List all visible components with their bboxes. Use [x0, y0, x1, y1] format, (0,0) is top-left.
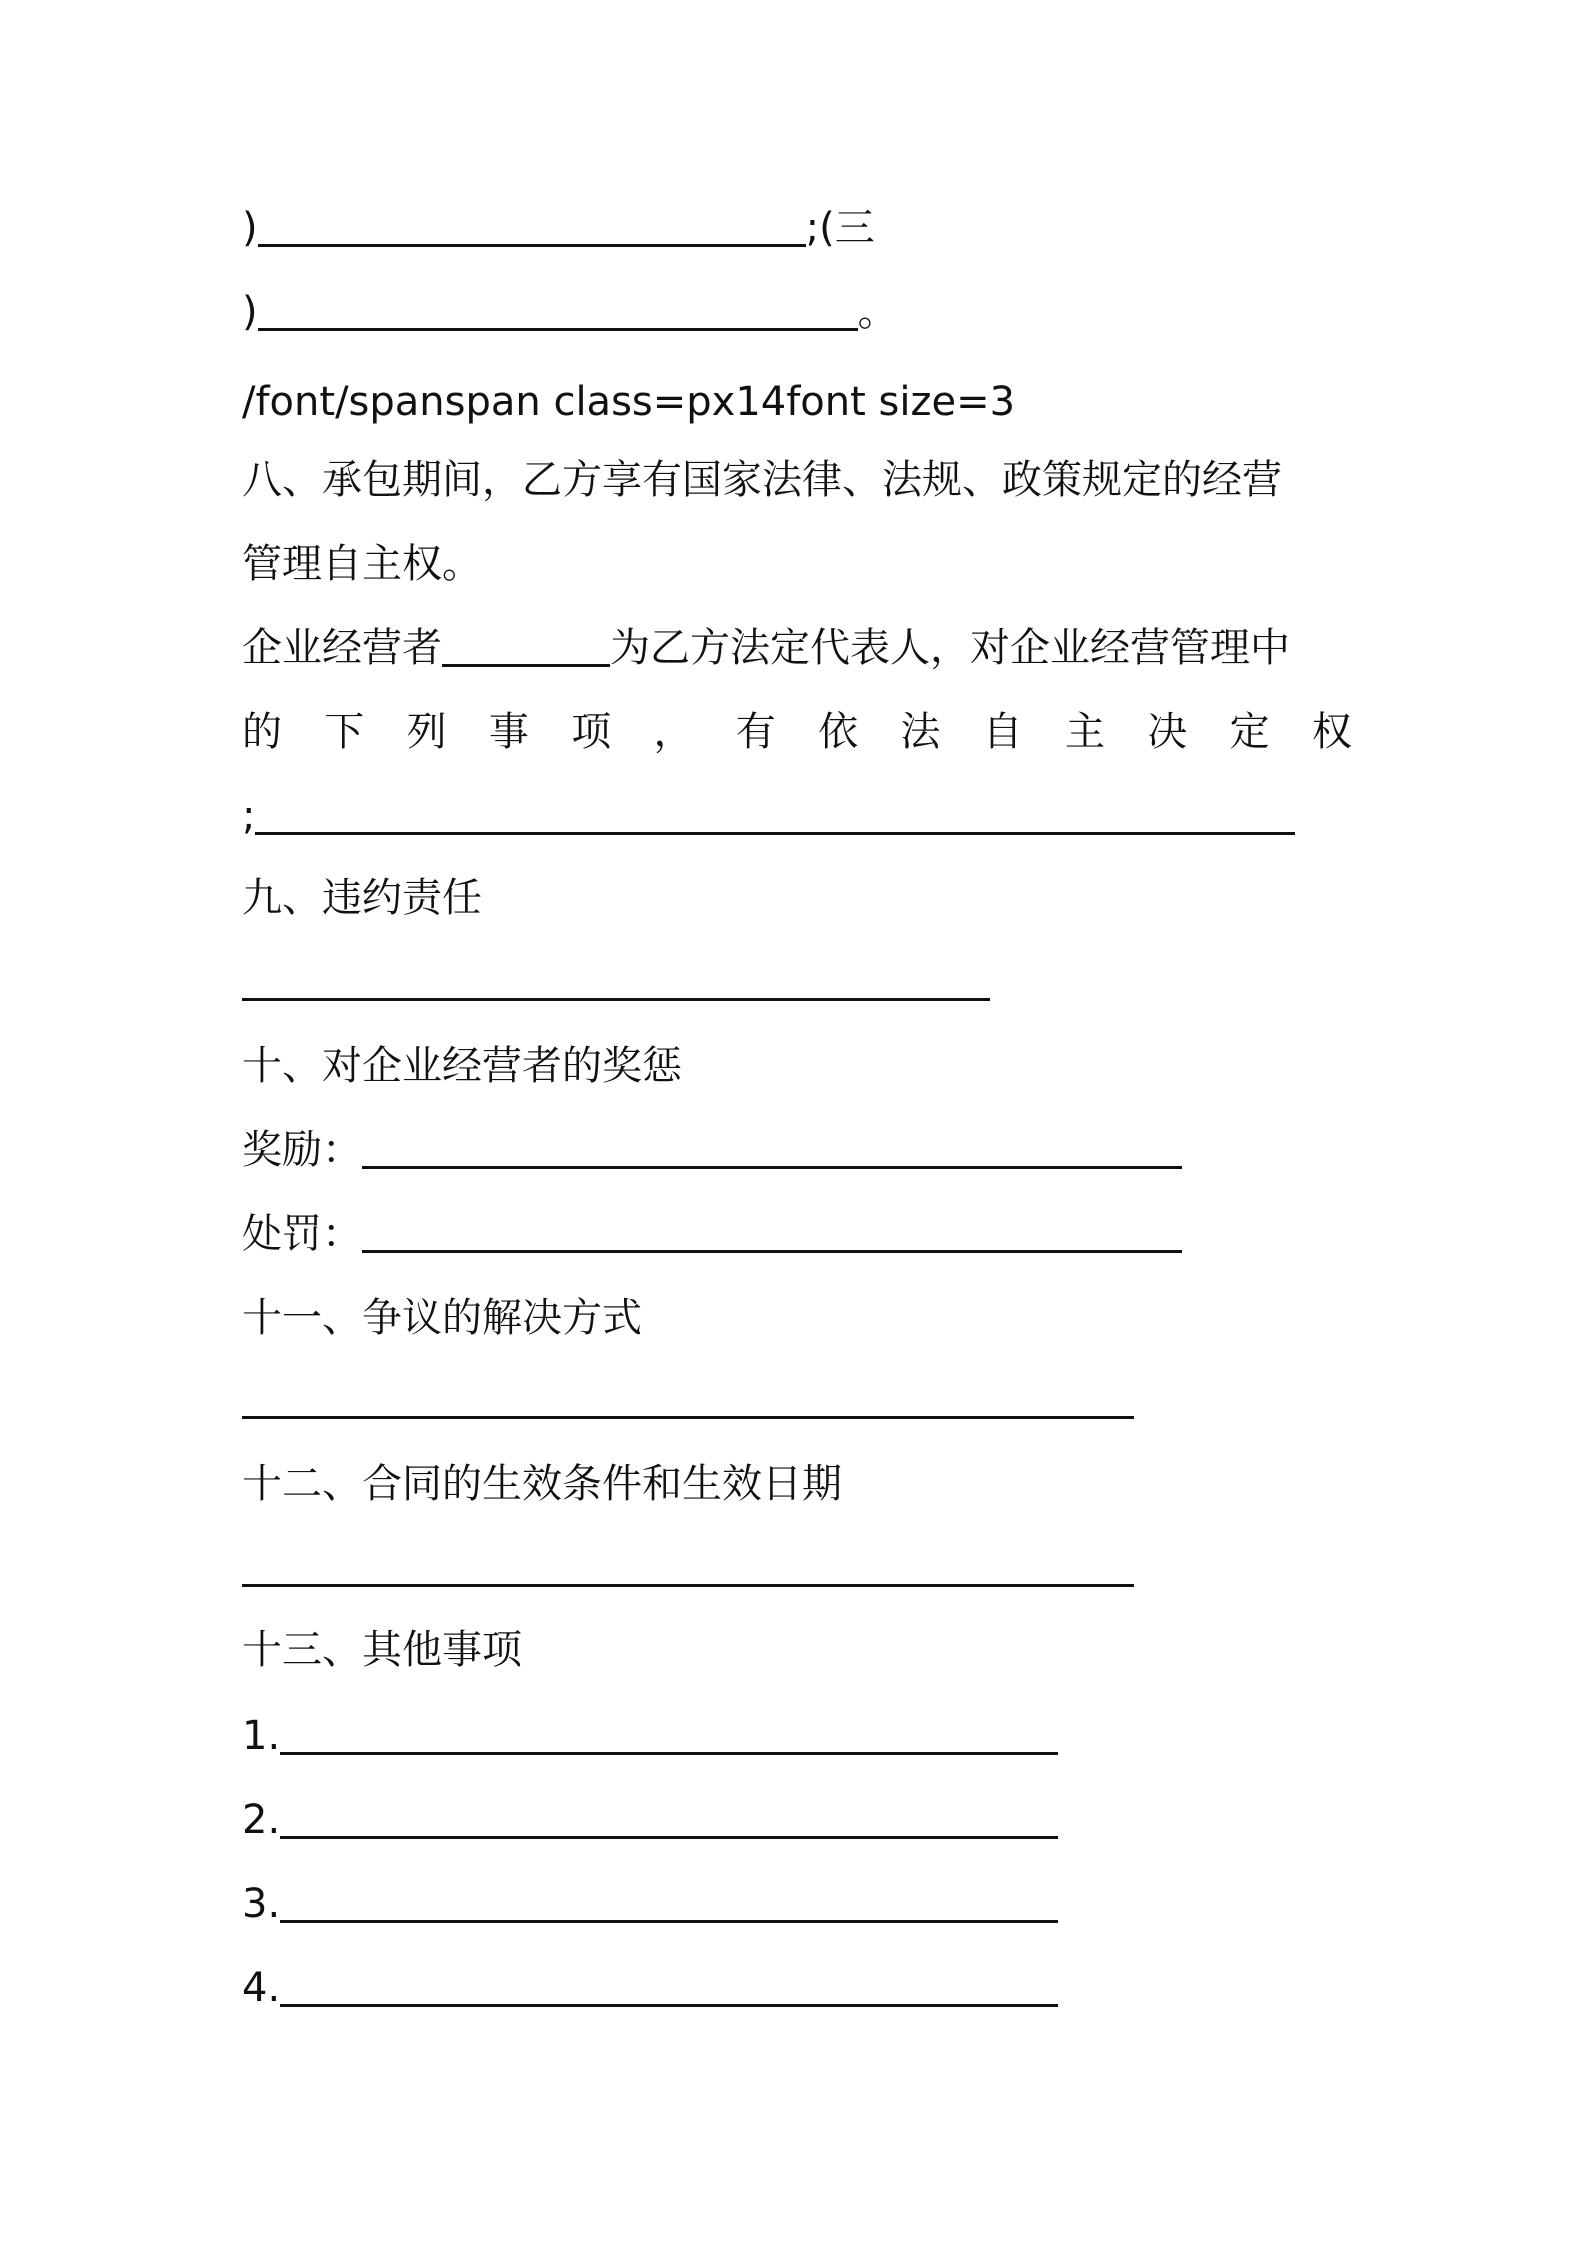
fill-in-blank: [362, 1126, 1182, 1169]
char: 项: [571, 709, 612, 755]
fill-in-blank: [242, 1544, 1134, 1587]
char: 决: [1147, 709, 1188, 755]
char: 下: [324, 709, 365, 755]
section-heading: 十、对企业经营者的奖惩: [242, 1043, 682, 1089]
char: ，: [653, 709, 694, 755]
char: 法: [900, 709, 941, 755]
section-heading: 十三、其他事项: [242, 1627, 522, 1673]
text-line: 管理自主权。: [242, 541, 482, 587]
char: 权: [1311, 709, 1352, 755]
text-line: /font/spanspan class=px14font size=3: [242, 379, 1016, 425]
char: 主: [1064, 709, 1105, 755]
line-text: ): [242, 289, 258, 335]
list-item: [242, 1960, 1058, 2016]
line-text: ): [242, 205, 258, 251]
fill-in-blank: [242, 958, 990, 1001]
char: 事: [488, 709, 529, 755]
line-text: ;(三: [805, 205, 875, 251]
justified-text-line: [242, 704, 1352, 760]
section-heading: 八、承包期间，乙方享有国家法律、法规、政策规定的经营: [242, 457, 1282, 503]
line-text: 奖励：: [242, 1127, 362, 1173]
text-line: [242, 1122, 1182, 1178]
fill-in-blank: [258, 288, 858, 331]
list-item: [242, 1876, 1058, 1932]
fill-in-blank: [258, 204, 806, 247]
text-line: [242, 1540, 1134, 1596]
list-item: [242, 1792, 1058, 1848]
text-line: [242, 1206, 1182, 1262]
item-number: 2.: [242, 1797, 281, 1843]
list-item: [242, 1708, 1058, 1764]
text-line: [242, 954, 990, 1010]
text-line: [242, 788, 1295, 844]
char: 列: [406, 709, 447, 755]
text-line: [242, 620, 1290, 676]
section-heading: 十一、争议的解决方式: [242, 1295, 642, 1341]
section-heading: 十二、合同的生效条件和生效日期: [242, 1461, 842, 1507]
char: 的: [242, 709, 282, 755]
char: 依: [818, 709, 859, 755]
char: 自: [982, 709, 1023, 755]
text-line: [242, 1372, 1134, 1428]
item-number: 3.: [242, 1881, 281, 1927]
fill-in-blank: [280, 1964, 1058, 2007]
fill-in-blank: [280, 1796, 1058, 1839]
char: 有: [735, 709, 776, 755]
fill-in-blank: [362, 1210, 1182, 1253]
line-text: ;: [242, 793, 256, 839]
fill-in-blank: [280, 1712, 1058, 1755]
line-text: 为乙方法定代表人，对企业经营管理中: [610, 625, 1290, 671]
line-text: 。: [857, 289, 898, 335]
text-line: [242, 200, 875, 256]
text-line: [242, 284, 898, 340]
fill-in-blank: [442, 624, 610, 667]
char: 定: [1229, 709, 1270, 755]
fill-in-blank: [242, 1376, 1134, 1419]
section-heading: 九、违约责任: [242, 875, 482, 921]
fill-in-blank: [255, 792, 1295, 835]
fill-in-blank: [280, 1880, 1058, 1923]
item-number: 1.: [242, 1713, 281, 1759]
line-text: 企业经营者: [242, 625, 442, 671]
line-text: 处罚：: [242, 1211, 362, 1257]
item-number: 4.: [242, 1965, 281, 2011]
